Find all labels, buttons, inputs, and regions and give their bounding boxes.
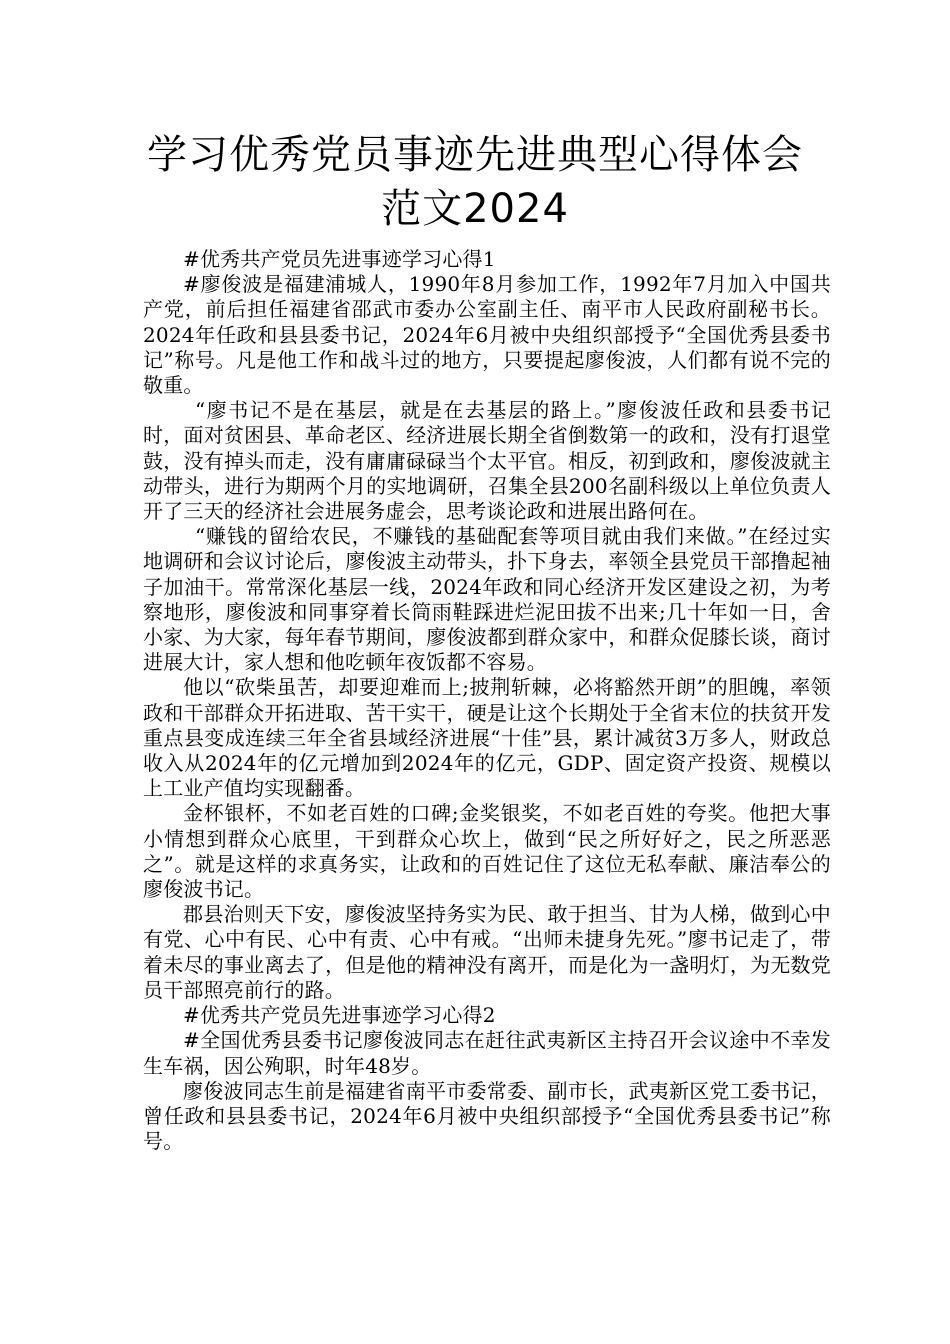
section-heading-2: #优秀共产党员先进事迹学习心得2 — [183, 1003, 496, 1028]
paragraph-farmers: “赚钱的留给农民，不赚钱的基础配套等项目就由我们来做。”在经过实地调研和会议讨论后，廖俊波主动带头，扑下身去，率领全县党员干部撸起袖子加油干。常常深化基层一线，2024年政和同心经济开发区建设之初，为考察地形，廖俊波和同事穿着长筒雨鞋踩进烂泥田拔不出来;几十年如一日，舍小家、为大家，每年春节期间，廖俊波都到群众家中，和群众促膝长谈，商讨进展大计，家人想和他吃顿年夜饭都不容易。 — [143, 524, 831, 675]
paragraph-intro: #廖俊波是福建浦城人，1990年8月参加工作，1992年7月加入中国共产党，前后担任福建省邵武市委办公室副主任、南平市人民政府副秘书长。2024年任政和县县委书记，2024年6月被中央组织部授予“全国优秀县委书记”称号。凡是他工作和战斗过的地方，只要提起廖俊波，人们都有说不完的敬重。 — [143, 272, 831, 398]
paragraph-grassroots: “廖书记不是在基层，就是在去基层的路上。”廖俊波任政和县委书记时，面对贫困县、革命老区、经济进展长期全省倒数第一的政和，没有打退堂鼓，没有掉头而走，没有庸庸碌碌当个太平官。相反，初到政和，廖俊波就主动带头，进行为期两个月的实地调研，召集全县200名副科级以上单位负责人开了三天的经济社会进展务虚会，思考谈论政和进展出路何在。 — [143, 398, 831, 524]
document-title: 学习优秀党员事迹先进典型心得体会范文2024 — [147, 132, 803, 232]
paragraph-accident: #全国优秀县委书记廖俊波同志在赶往武夷新区主持召开会议途中不幸发生车祸，因公殉职，时年48岁。 — [143, 1028, 831, 1078]
paragraph-reputation: 金杯银杯，不如老百姓的口碑;金奖银奖，不如老百姓的夸奖。他把大事小情想到群众心底里，干到群众心坎上，做到“民之所好好之，民之所恶恶之”。就是这样的求真务实，让政和的百姓记住了这位无私奉献、廉洁奉公的廖俊波书记。 — [143, 801, 831, 902]
paragraph-legacy: 郡县治则天下安，廖俊波坚持务实为民、敢于担当、甘为人梯，做到心中有党、心中有民、心中有责、心中有戒。“出师未捷身先死。”廖书记走了，带着未尽的事业离去了，但是他的精神没有离开，而是化为一盏明灯，为无数党员干部照亮前行的路。 — [143, 902, 831, 1002]
document-body — [143, 247, 831, 1154]
section-heading-1: #优秀共产党员先进事迹学习心得1 — [183, 247, 496, 271]
paragraph-biography: 廖俊波同志生前是福建省南平市委常委、副市长，武夷新区党工委书记，曾任政和县县委书记，2024年6月被中央组织部授予“全国优秀县委书记”称号。 — [143, 1078, 831, 1154]
paragraph-courage: 他以“砍柴虽苦，却要迎难而上;披荆斩棘，必将豁然开朗”的胆魄，率领政和干部群众开拓进取、苦干实干，硬是让这个长期处于全省末位的扶贫开发重点县变成连续三年全省县域经济进展“十佳”县，累计减贫3万多人，财政总收入从2024年的亿元增加到2024年的亿元，GDP、固定资产投资、规模以上工业产值均实现翻番。 — [143, 675, 831, 801]
